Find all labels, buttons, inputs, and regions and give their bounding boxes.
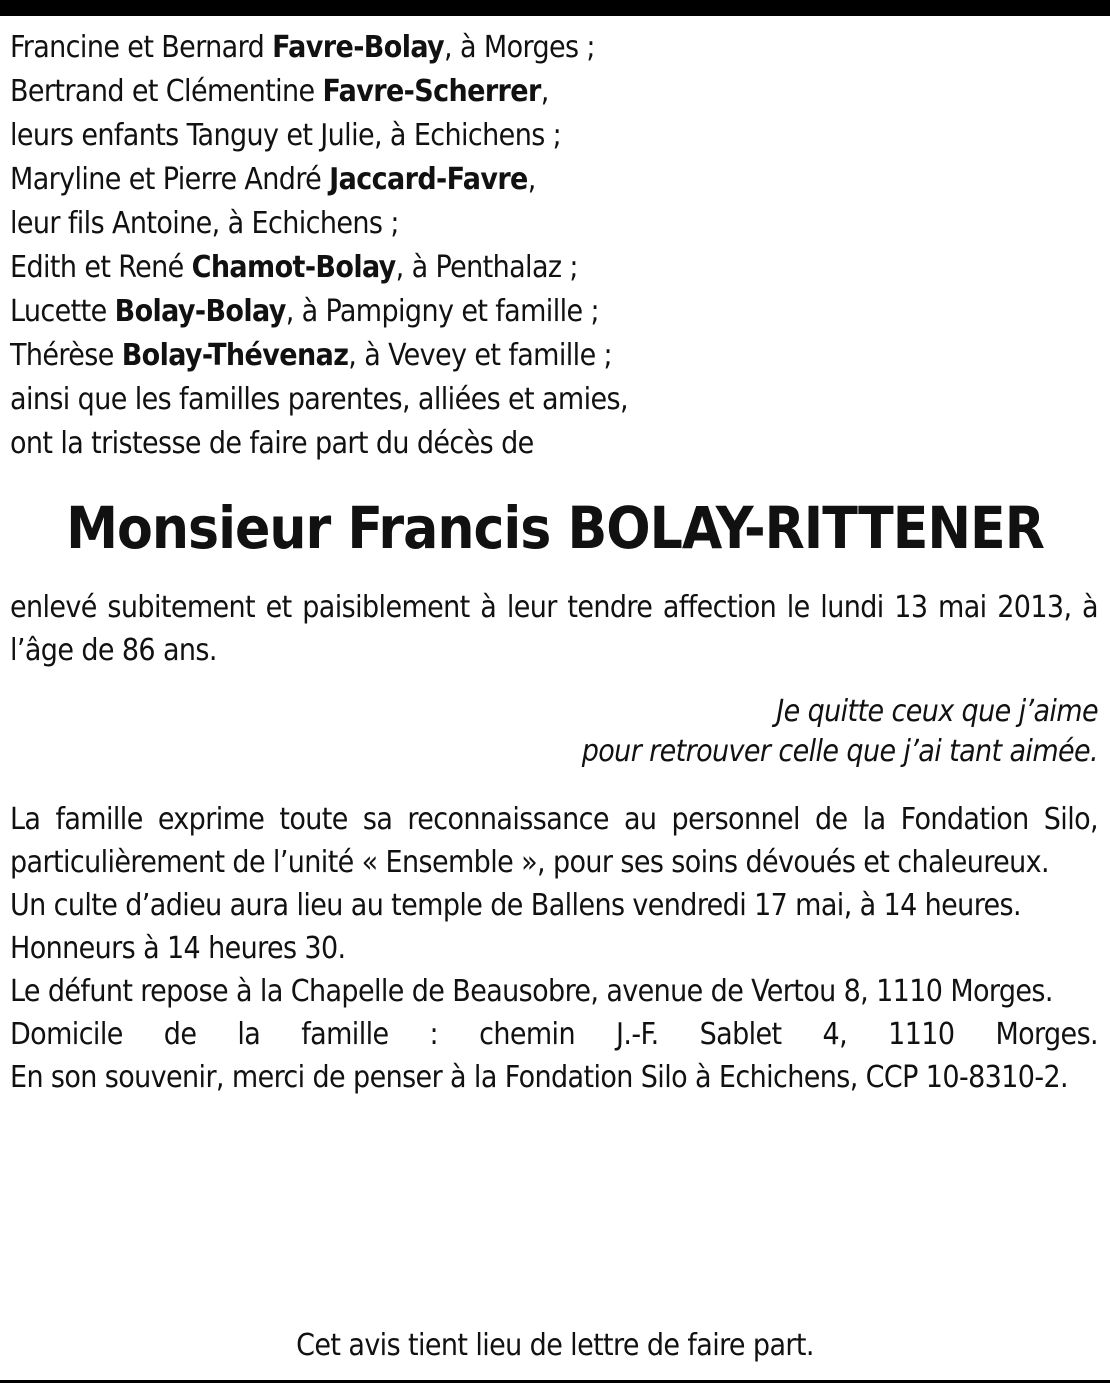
family-surname: Favre-Bolay xyxy=(272,30,445,65)
family-line: Lucette Bolay-Bolay, à Pampigny et famille ; xyxy=(10,294,599,329)
bottom-border-rule xyxy=(0,1380,1110,1383)
family-line: ont la tristesse de faire part du décès de xyxy=(10,426,534,461)
passing-announcement: enlevé subitement et paisiblement à leur tendre affection le lundi 13 mai 2013, à l’âge de 86 ans. xyxy=(10,590,1098,668)
deceased-name-heading: Monsieur Francis BOLAY-RITTENER xyxy=(66,494,1044,562)
family-line: Bertrand et Clémentine Favre-Scherrer, xyxy=(10,74,549,109)
closing-note: Cet avis tient lieu de lettre de faire part. xyxy=(296,1328,814,1363)
honours-paragraph: Honneurs à 14 heures 30. xyxy=(10,931,346,966)
family-surname: Bolay-Thévenaz xyxy=(121,338,349,373)
memory-paragraph: En son souvenir, merci de penser à la Fondation Silo à Echichens, CCP 10-8310-2. xyxy=(10,1060,1069,1095)
family-line: Maryline et Pierre André Jaccard-Favre, xyxy=(10,162,536,197)
family-line: leur fils Antoine, à Echichens ; xyxy=(10,206,399,241)
family-surname: Bolay-Bolay xyxy=(114,294,286,329)
quote-line-1: Je quitte ceux que j’aime xyxy=(776,694,1098,729)
family-list xyxy=(10,26,1100,466)
rest-paragraph: Le défunt repose à la Chapelle de Beausobre, avenue de Vertou 8, 1110 Morges. xyxy=(10,974,1053,1009)
ceremony-details xyxy=(10,798,1098,1099)
quote-line-2: pour retrouver celle que j’ai tant aimée. xyxy=(581,734,1098,769)
family-line: Thérèse Bolay-Thévenaz, à Vevey et famille ; xyxy=(10,338,613,373)
family-line: leurs enfants Tanguy et Julie, à Echichens ; xyxy=(10,118,562,153)
memorial-quote xyxy=(198,692,1098,772)
thanks-paragraph: La famille exprime toute sa reconnaissance au personnel de la Fondation Silo, particulièrement de l’unité « Ensemble », pour ses soins dévoués et chaleureux. xyxy=(10,802,1098,880)
top-border-rule xyxy=(0,0,1110,16)
domicile-paragraph: Domicile de la famille : chemin J.-F. Sablet 4, 1110 Morges. xyxy=(10,1017,1098,1052)
family-line: Francine et Bernard Favre-Bolay, à Morges ; xyxy=(10,30,595,65)
family-line: ainsi que les familles parentes, alliées et amies, xyxy=(10,382,628,417)
service-paragraph: Un culte d’adieu aura lieu au temple de Ballens vendredi 17 mai, à 14 heures. xyxy=(10,888,1021,923)
family-surname: Jaccard-Favre xyxy=(329,162,528,197)
family-line: Edith et René Chamot-Bolay, à Penthalaz ; xyxy=(10,250,578,285)
family-surname: Chamot-Bolay xyxy=(191,250,396,285)
family-surname: Favre-Scherrer xyxy=(322,74,541,109)
